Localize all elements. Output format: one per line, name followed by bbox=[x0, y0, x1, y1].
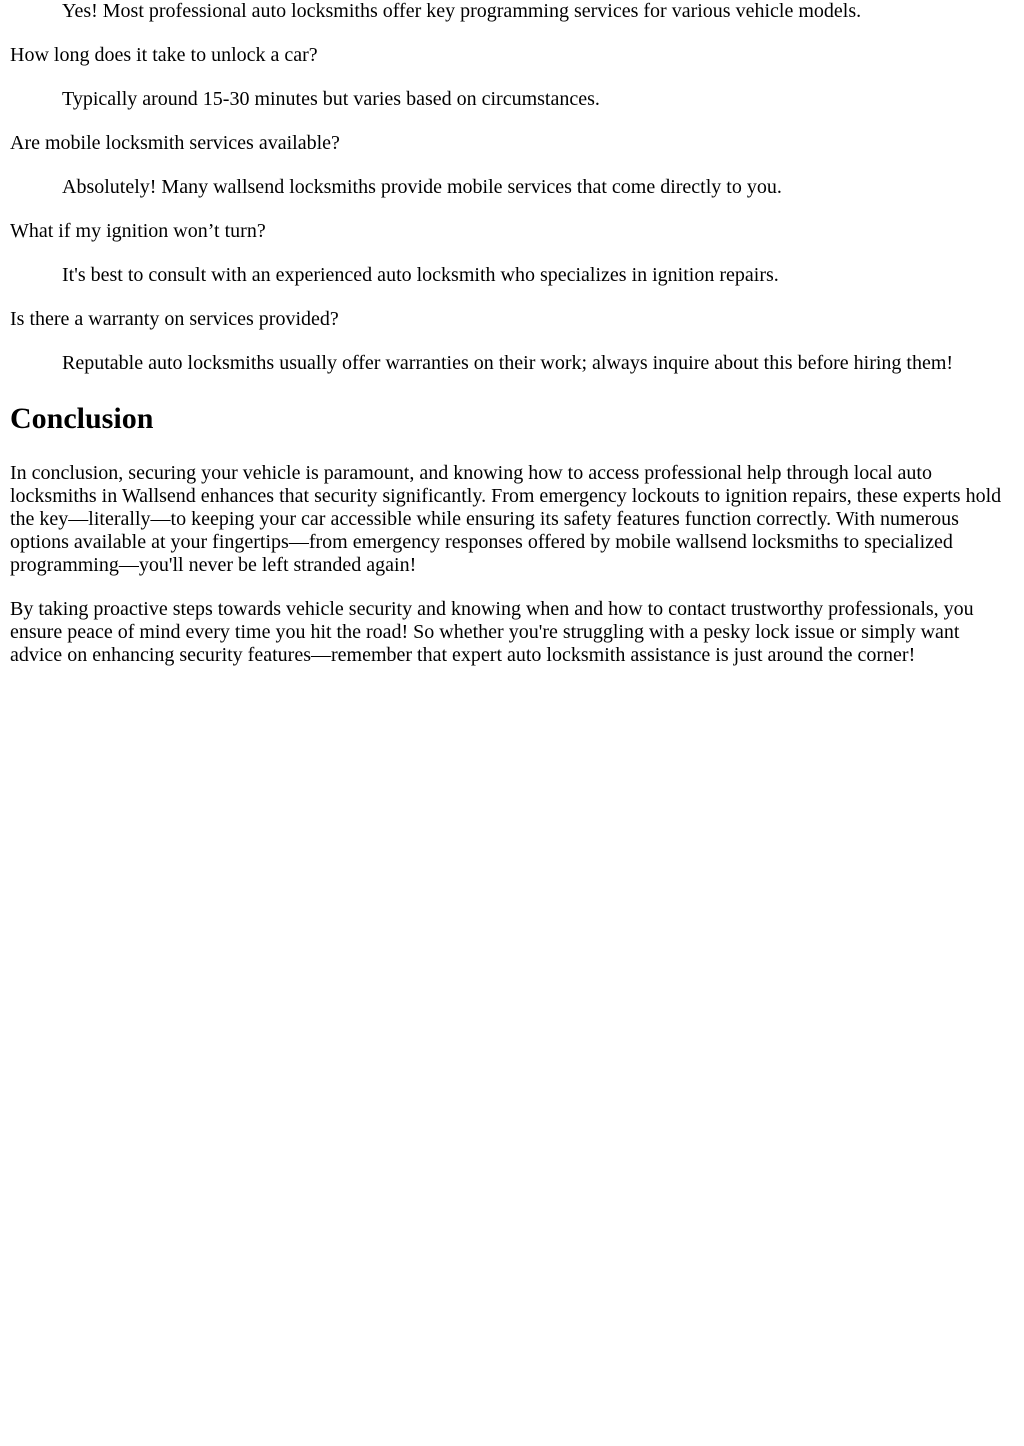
conclusion-paragraph: By taking proactive steps towards vehicle security and knowing when and how to contact trustworthy professionals, you ensure peace of mind every time you hit the road! So whether you're struggling with a pesky lock issue or simply want advice on enhancing security features—remember that expert auto locksmith assistance is just around the corner! bbox=[10, 598, 974, 666]
faq-answer: Typically around 15-30 minutes but varies based on circumstances. bbox=[62, 88, 600, 110]
faq-spacer bbox=[10, 331, 1014, 352]
faq-spacer bbox=[10, 155, 1014, 176]
faq-spacer bbox=[10, 67, 1014, 88]
faq-list bbox=[10, 0, 1014, 375]
faq-spacer bbox=[10, 199, 1014, 220]
faq-question: What if my ignition won’t turn? bbox=[10, 220, 266, 242]
faq-spacer bbox=[10, 287, 1014, 308]
paragraph-spacer bbox=[10, 577, 1014, 598]
section-spacer bbox=[10, 375, 1014, 402]
conclusion-paragraph: In conclusion, securing your vehicle is paramount, and knowing how to access professional help through local auto locksmiths in Wallsend enhances that security significantly. From emergency lockouts to ignition repairs, these experts hold the key—literally—to keeping your car accessible while ensuring its safety features function correctly. With numerous options available at your fingertips—from emergency responses offered by mobile wallsend locksmiths to specialized programming—you'll never be left stranded again! bbox=[10, 462, 1002, 576]
faq-spacer bbox=[10, 243, 1014, 264]
faq-question: Is there a warranty on services provided? bbox=[10, 308, 339, 330]
faq-question: How long does it take to unlock a car? bbox=[10, 44, 318, 66]
faq-answer: Reputable auto locksmiths usually offer warranties on their work; always inquire about this before hiring them! bbox=[62, 352, 954, 374]
faq-answer: Absolutely! Many wallsend locksmiths provide mobile services that come directly to you. bbox=[62, 176, 782, 198]
faq-spacer bbox=[10, 111, 1014, 132]
faq-answer: Yes! Most professional auto locksmiths offer key programming services for various vehicle models. bbox=[62, 0, 862, 22]
section-spacer bbox=[10, 436, 1014, 462]
faq-question: Are mobile locksmith services available? bbox=[10, 132, 340, 154]
conclusion-heading: Conclusion bbox=[10, 402, 154, 435]
faq-spacer bbox=[10, 23, 1014, 44]
faq-answer: It's best to consult with an experienced auto locksmith who specializes in ignition repairs. bbox=[62, 264, 779, 286]
